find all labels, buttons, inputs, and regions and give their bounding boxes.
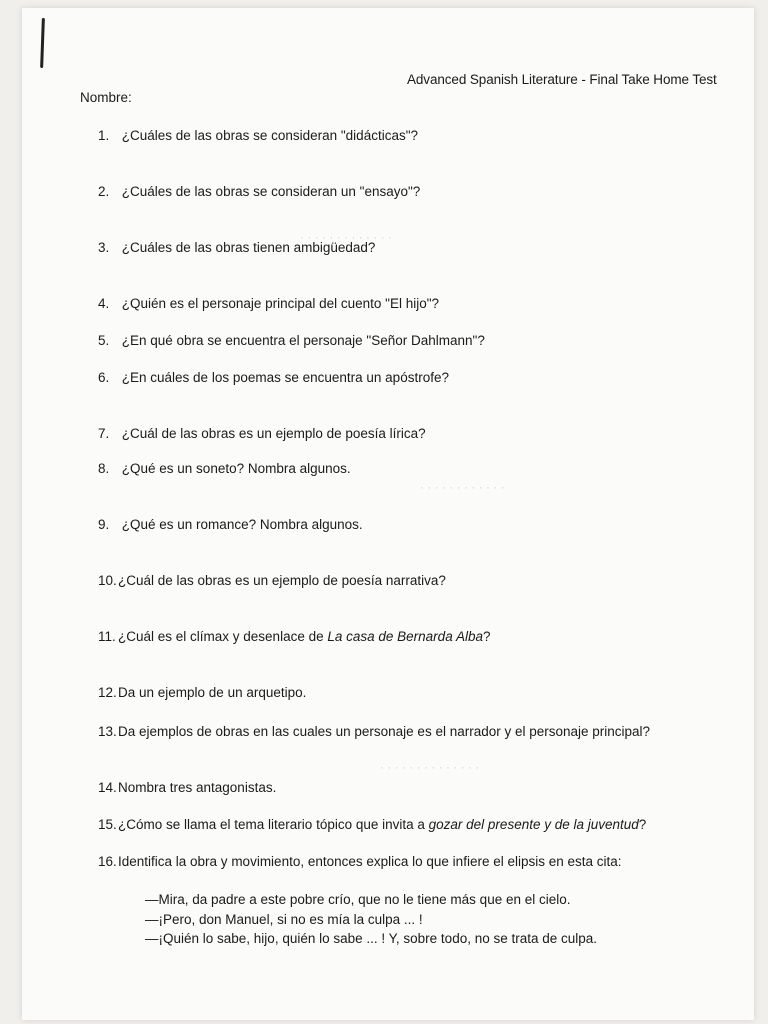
question-number: 10. xyxy=(98,573,117,588)
question-8 xyxy=(98,461,351,476)
question-number: 1. xyxy=(98,128,110,143)
question-text: ¿Qué es un soneto? Nombra algunos. xyxy=(121,461,351,476)
question-text: Da un ejemplo de un arquetipo. xyxy=(118,685,307,700)
question-text: ¿Quién es el personaje principal del cuento "El hijo"? xyxy=(121,296,440,311)
question-text: ¿En qué obra se encuentra el personaje "Señor Dahlmann"? xyxy=(121,333,485,348)
topic-phrase: gozar del presente y de la juventud xyxy=(428,817,639,832)
work-title: La casa de Bernarda Alba xyxy=(327,629,483,644)
question-number: 2. xyxy=(98,184,110,199)
question-text: Identifica la obra y movimiento, entonces explica lo que infiere el elipsis en esta cita: xyxy=(118,854,622,869)
question-number: 14. xyxy=(98,780,117,795)
question-16 xyxy=(98,854,622,869)
question-11 xyxy=(98,629,490,644)
question-number: 13. xyxy=(98,724,117,739)
question-number: 15. xyxy=(98,817,117,832)
question-text: ¿Qué es un romance? Nombra algunos. xyxy=(121,517,363,532)
question-text: ¿Cómo se llama el tema literario tópico que invita a xyxy=(118,817,429,832)
question-number: 6. xyxy=(98,370,110,385)
question-12 xyxy=(98,685,306,700)
question-number: 12. xyxy=(98,685,117,700)
question-6 xyxy=(98,370,449,385)
question-number: 4. xyxy=(98,296,110,311)
question-15 xyxy=(98,817,646,832)
show-through: · · · · · · · · · · · · · · xyxy=(380,760,480,774)
quote-line-1: —Mira, da padre a este pobre crío, que no le tiene más que en el cielo. xyxy=(145,892,571,907)
question-number: 11. xyxy=(98,629,116,644)
question-text-end: ? xyxy=(638,817,647,832)
question-10 xyxy=(98,573,446,588)
question-13 xyxy=(98,724,650,739)
question-text: ¿Cuáles de las obras se consideran un "ensayo"? xyxy=(121,184,421,199)
question-text: Da ejemplos de obras en las cuales un personaje es el narrador y el personaje principal? xyxy=(118,724,651,739)
quote-line-3: —¡Quién lo sabe, hijo, quién lo sabe ... ! Y, sobre todo, no se trata de culpa. xyxy=(145,931,598,946)
question-4 xyxy=(98,296,439,311)
question-text: ¿Cuál de las obras es un ejemplo de poesía narrativa? xyxy=(118,573,446,588)
question-14 xyxy=(98,780,276,795)
question-text: ¿Cuál es el clímax y desenlace de xyxy=(118,629,328,644)
question-7 xyxy=(98,426,426,441)
name-label: Nombre: xyxy=(80,90,132,105)
question-text-end: ? xyxy=(482,629,491,644)
question-number: 3. xyxy=(98,240,110,255)
question-5 xyxy=(98,333,485,348)
quote-line-2: —¡Pero, don Manuel, si no es mía la culpa ... ! xyxy=(145,912,423,927)
question-3 xyxy=(98,240,375,255)
question-number: 7. xyxy=(98,426,110,441)
show-through: · · · · · · · · · · · · · xyxy=(300,230,392,244)
document-title: Advanced Spanish Literature - Final Take Home Test xyxy=(407,72,717,87)
question-9 xyxy=(98,517,363,532)
question-2 xyxy=(98,184,420,199)
question-text: Nombra tres antagonistas. xyxy=(118,780,277,795)
question-text: ¿Cuál de las obras es un ejemplo de poesía lírica? xyxy=(121,426,426,441)
question-text: ¿Cuáles de las obras se consideran "didácticas"? xyxy=(121,128,419,143)
question-text: ¿Cuáles de las obras tienen ambigüedad? xyxy=(121,240,376,255)
question-1 xyxy=(98,128,418,143)
question-text: ¿En cuáles de los poemas se encuentra un apóstrofe? xyxy=(121,370,449,385)
question-number: 9. xyxy=(98,517,110,532)
question-number: 8. xyxy=(98,461,110,476)
question-number: 5. xyxy=(98,333,110,348)
show-through: · · · · · · · · · · · · xyxy=(420,480,505,494)
question-number: 16. xyxy=(98,854,117,869)
